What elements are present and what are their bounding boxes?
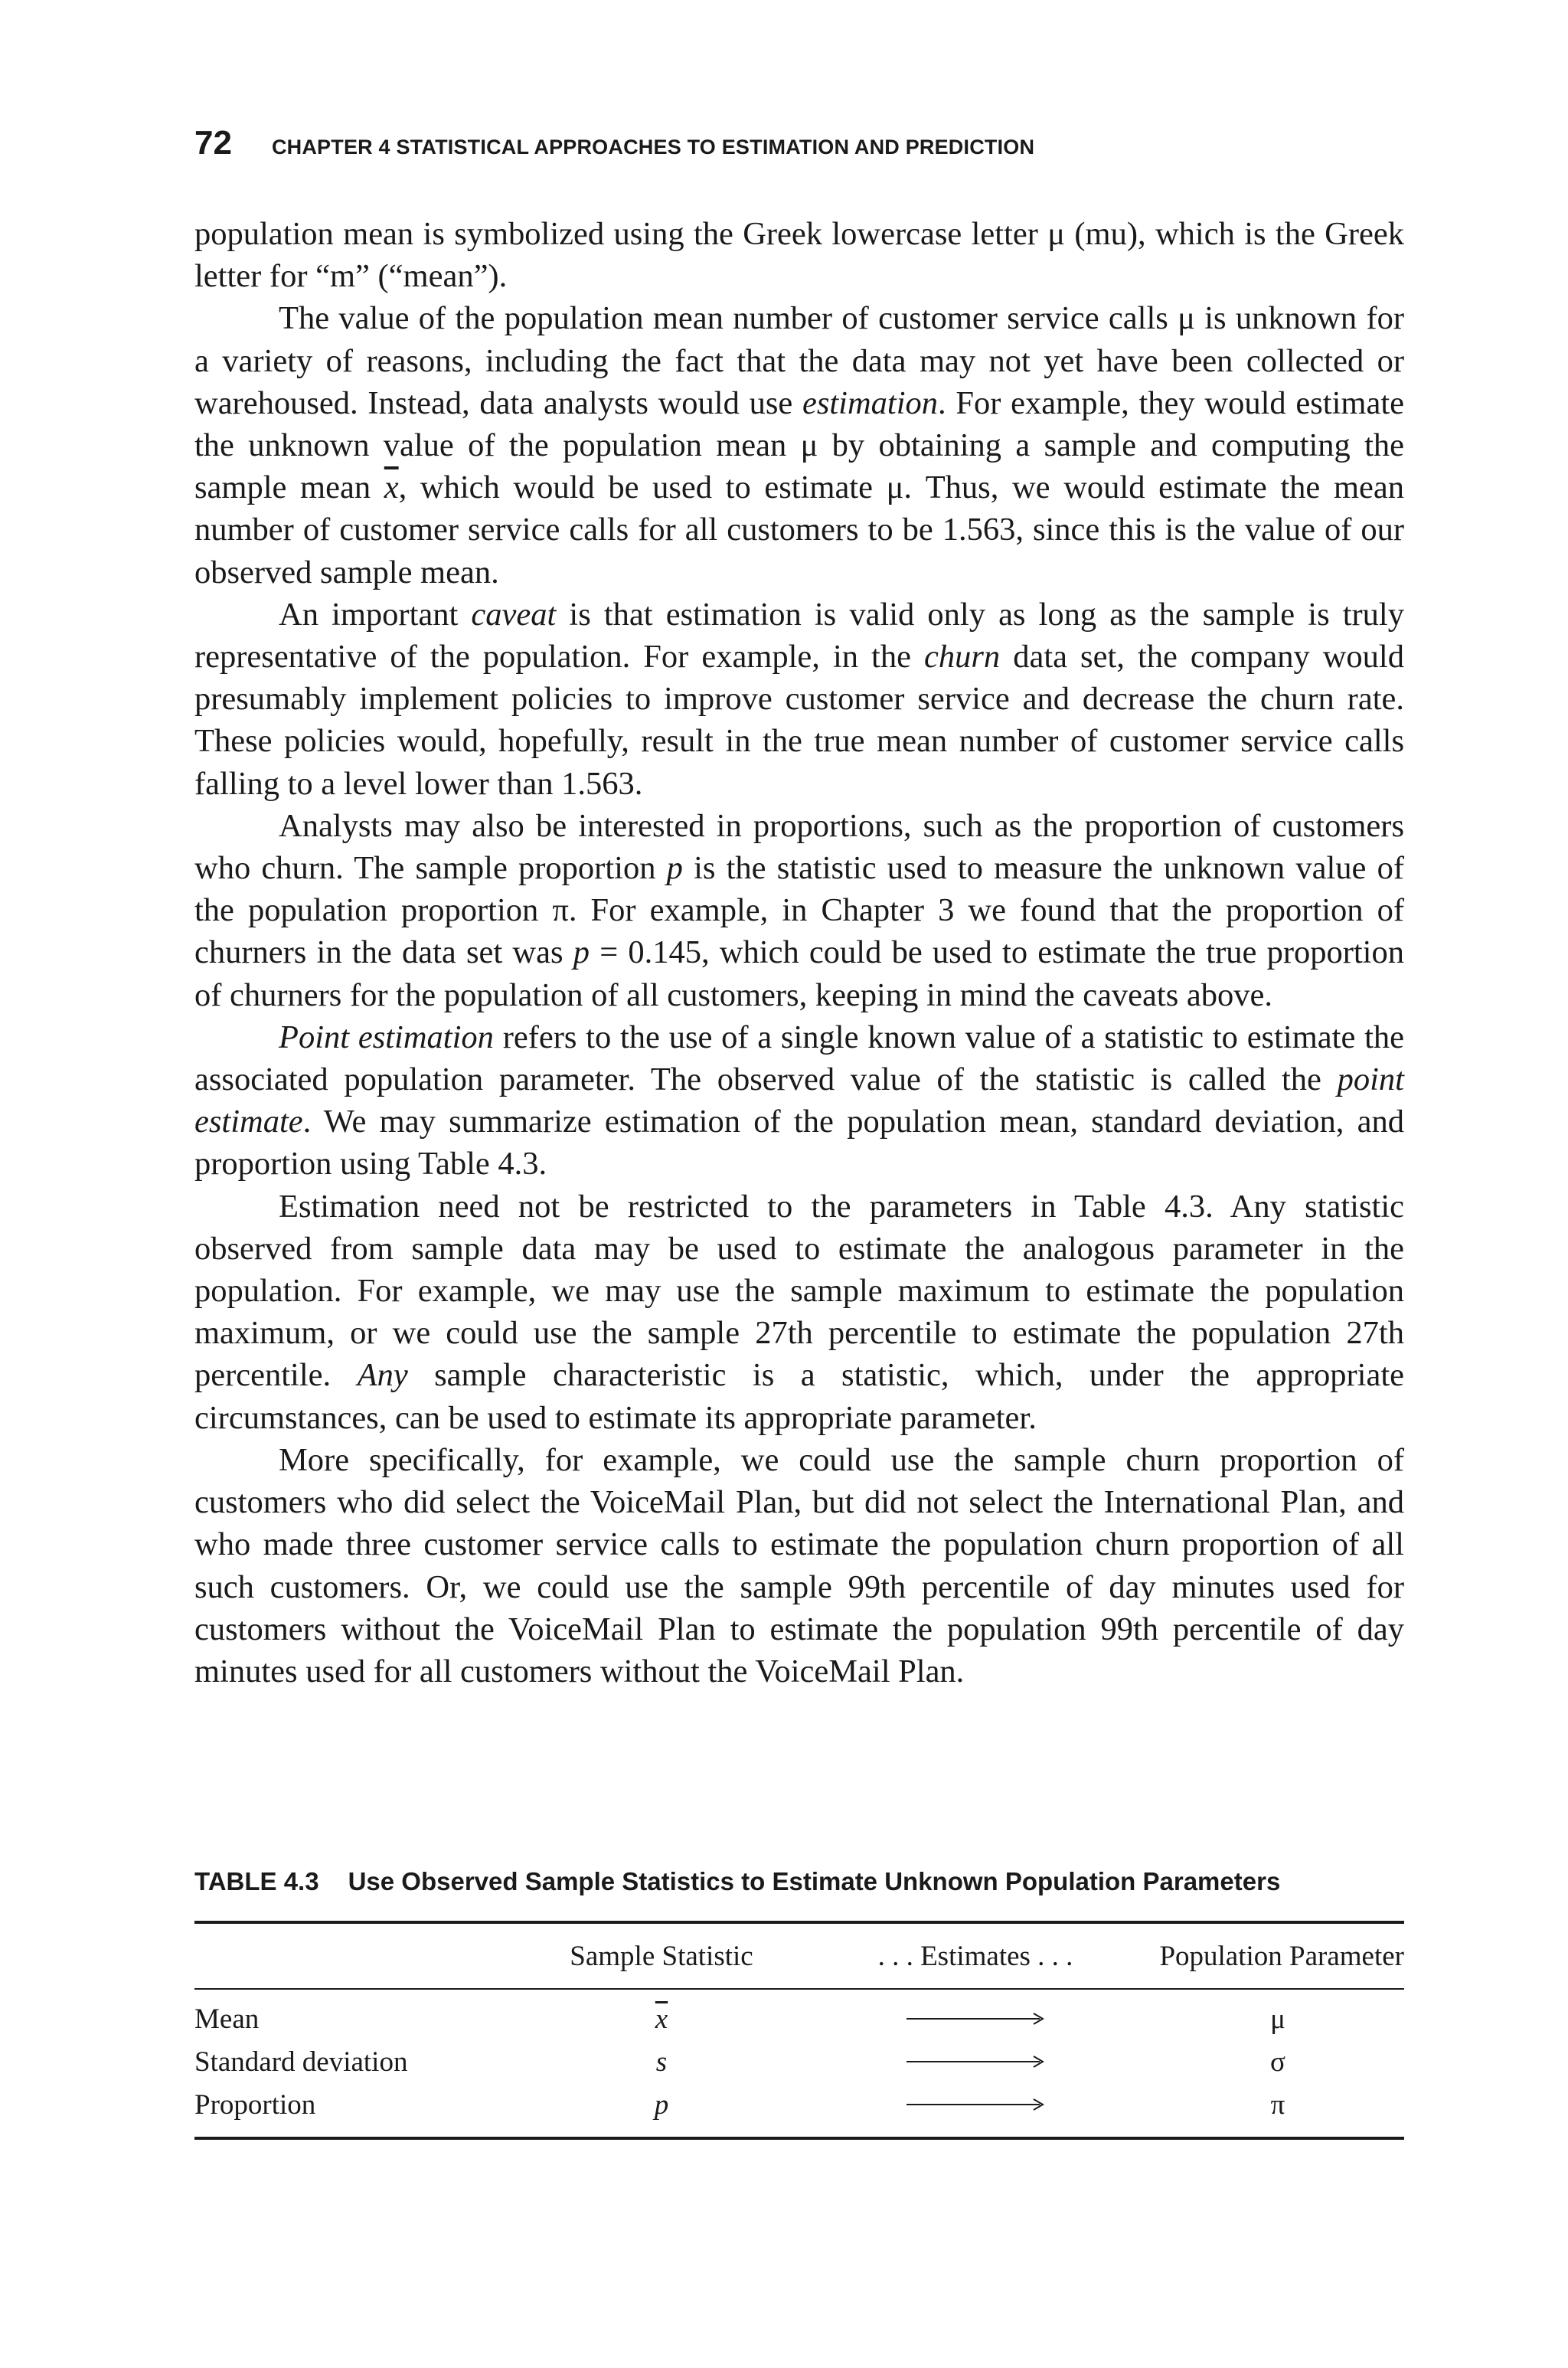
estimation-table [194, 1921, 1404, 2140]
table-row [194, 1997, 1404, 2040]
term-caveat: caveat [471, 596, 557, 633]
page-header [194, 124, 1404, 170]
paragraph-1: population mean is symbolized using the Greek lowercase letter μ (mu), which is the Greek letter for “m” (“mean”). [194, 216, 1404, 295]
row-label: Mean [194, 2003, 260, 2035]
row-label: Proportion [194, 2088, 316, 2121]
row-label: Standard deviation [194, 2046, 408, 2078]
table-row [194, 2083, 1404, 2126]
term-estimation: estimation [802, 384, 939, 421]
paragraph-7: More specifically, for example, we could use the sample churn proportion of customers who did select the VoiceMail Plan, but did not select the International Plan, and who made three customer service calls to estimate the population churn proportion of all such customers. Or, we could use the sample 99th percentile of day minutes used for customers without the VoiceMail Plan to estimate the population 99th percentile of day minutes used for all customers without the VoiceMail Plan. [194, 1441, 1404, 1689]
paragraph-4: Analysts may also be interested in proportions, such as the proportion of customers who churn. The sample proportion p is the statistic used to measure the unknown value of the population proportion π. For example, in Chapter 3 we found that the proportion of churners in the data set was p = 0.145, which could be used to estimate the true proportion of churners for the population of all customers, keeping in mind the caveats above. [194, 807, 1404, 1013]
term-any: Any [357, 1357, 408, 1394]
running-head: CHAPTER 4 STATISTICAL APPROACHES TO ESTIMATION AND PREDICTION [271, 136, 1035, 159]
term-point-estimate: point estimate [194, 1061, 1404, 1140]
column-header: Sample Statistic [570, 1940, 753, 1972]
term-churn: churn [924, 639, 1001, 675]
column-header: . . . Estimates . . . [877, 1940, 1073, 1972]
x-bar-symbol: $\overline{x}$ [384, 469, 399, 506]
statistic-symbol: p [654, 2088, 669, 2121]
parameter-symbol: σ [1270, 2046, 1285, 2078]
term-point-estimation: Point estimation [279, 1019, 494, 1055]
statistic-symbol: $\overline{x}$ [655, 2003, 668, 2035]
parameter-symbol: μ [1270, 2003, 1285, 2035]
paragraph-5: Point estimation refers to the use of a single known value of a statistic to estimate the associated population parameter. The observed value of the statistic is called the point estimate. We may summarize estimation of the population mean, standard deviation, and proportion using Table 4.3. [194, 1019, 1404, 1182]
p-symbol: p [573, 934, 590, 971]
body-text [194, 213, 1404, 1693]
column-header: Population Parameter [1159, 1940, 1404, 1972]
right-arrow-icon [905, 2097, 1046, 2112]
parameter-symbol: π [1270, 2088, 1285, 2121]
p-symbol: p [666, 850, 683, 887]
table-row [194, 2040, 1404, 2083]
paragraph-6: Estimation need not be restricted to the parameters in Table 4.3. Any statistic observed from sample data may be used to estimate the analogous parameter in the population. For example, we may use the sample maximum to estimate the population maximum, or we could use the sample 27th percentile to estimate the population 27th percentile. Any sample characteristic is a statistic, which, under the appropriate circumstances, can be used to estimate its appropriate parameter. [194, 1188, 1404, 1436]
page-number: 72 [194, 124, 232, 162]
table-title: Use Observed Sample Statistics to Estimate Unknown Population Parameters [348, 1867, 1281, 1895]
paragraph-2: The value of the population mean number of customer service calls μ is unknown for a variety of reasons, including the fact that the data may not yet have been collected or warehoused. Instead, data analysts would use estimation. For example, they would estimate the unknown value of the population mean μ by obtaining a sample and computing the sample mean $\overline{x}$, which would be used to estimate μ. Thus, we would estimate the mean number of customer service calls for all customers to be 1.563, since this is the value of our observed sample mean. [194, 300, 1404, 590]
paragraph-3: An important caveat is that estimation is valid only as long as the sample is truly representative of the population. For example, in the churn data set, the company would presumably implement policies to improve customer service and decrease the churn rate. These policies would, hopefully, result in the true mean number of customer service calls falling to a level lower than 1.563. [194, 596, 1404, 802]
table-label: TABLE 4.3 [194, 1867, 319, 1895]
right-arrow-icon [905, 2011, 1046, 2026]
table-caption [194, 1867, 1404, 1896]
table-header-row [194, 1924, 1404, 1990]
right-arrow-icon [905, 2054, 1046, 2069]
statistic-symbol: s [655, 2046, 668, 2078]
